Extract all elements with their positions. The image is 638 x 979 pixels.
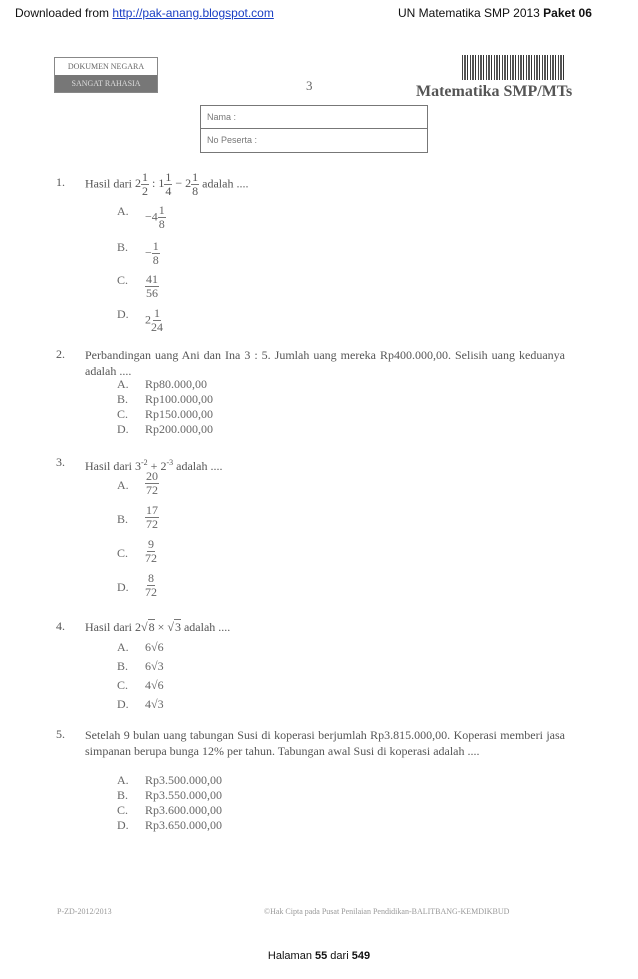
classification-stamp	[54, 57, 158, 93]
math-expression: 2√8 × √3	[135, 620, 181, 634]
download-source: Downloaded from http://pak-anang.blogspot.com	[15, 6, 274, 20]
page-indicator: Halaman 55 dari 549	[267, 950, 371, 962]
document-code: P-ZD-2012/2013	[57, 907, 112, 916]
participant-number-field: No Peserta :	[201, 128, 427, 151]
name-field: Nama :	[207, 112, 237, 122]
barcode-icon	[462, 55, 566, 80]
stamp-bottom: SANGAT RAHASIA	[55, 75, 157, 92]
stamp-top: DOKUMEN NEGARA	[55, 58, 157, 75]
identity-box	[200, 105, 428, 153]
copyright-notice: ©Hak Cipta pada Pusat Penilaian Pendidikan-BALITBANG-KEMDIKBUD	[264, 907, 510, 916]
subject-title: Matematika SMP/MTs	[416, 83, 573, 100]
source-link[interactable]: http://pak-anang.blogspot.com	[112, 6, 274, 20]
page-number: 3	[306, 78, 313, 93]
math-expression: $3^{-2} + 2^{-3}$	[135, 458, 174, 473]
paket-label: Paket 06	[543, 6, 592, 20]
math-expression: 2 $\frac{1}{2}$ : 1 $\frac{1}{4}$ − 2 $\frac{1}{8}$	[135, 170, 199, 198]
exam-title: UN Matematika SMP 2013 Paket 06	[398, 6, 592, 20]
